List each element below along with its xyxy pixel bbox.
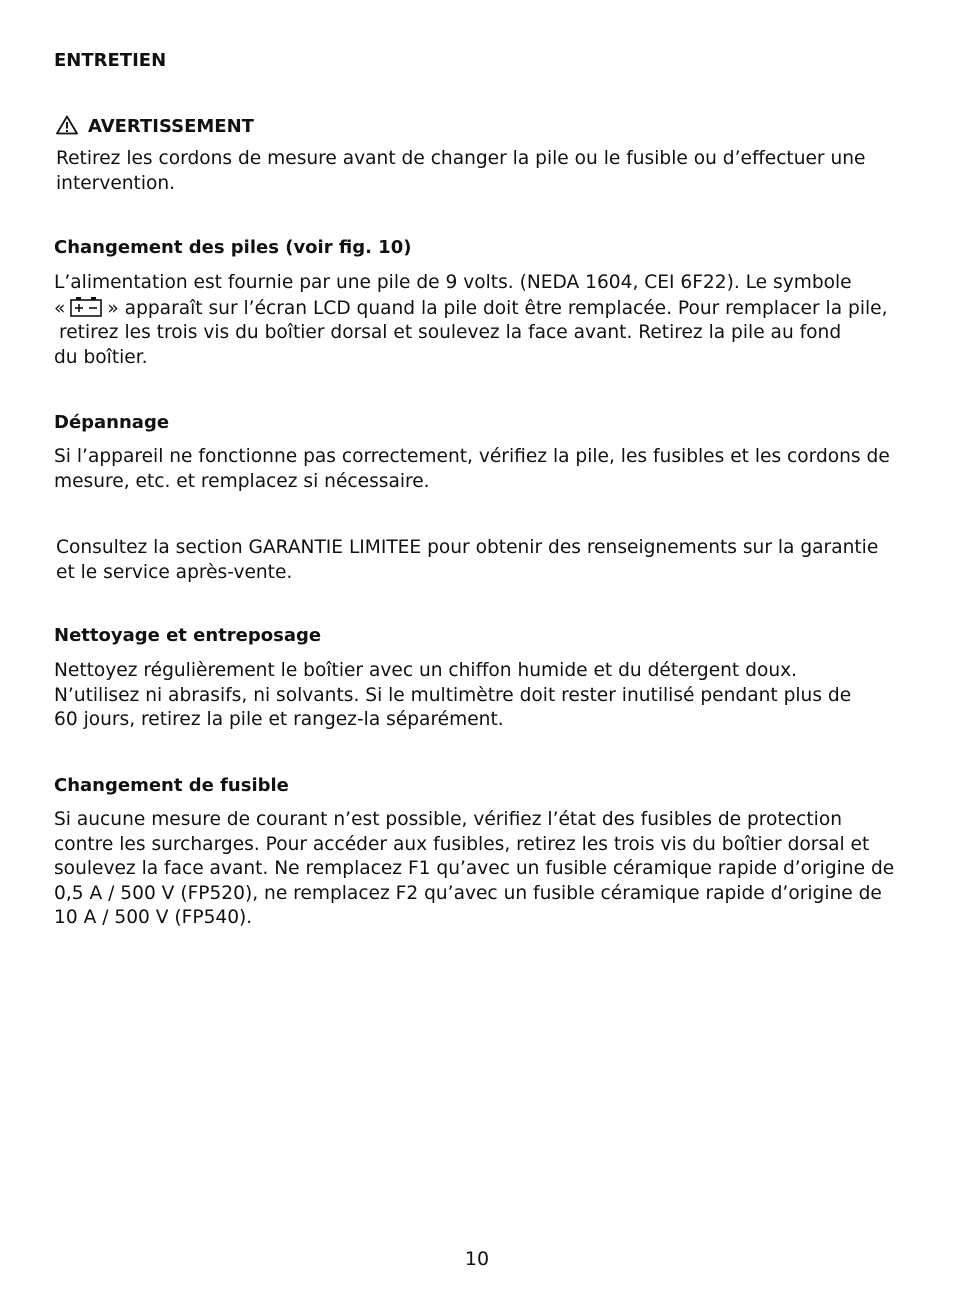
troubleshooting-heading: Dépannage bbox=[54, 412, 170, 433]
battery-line-2-rest: » apparaît sur l’écran LCD quand la pile doit être remplacée. Pour remplacer la pile, bbox=[107, 297, 888, 319]
page-number: 10 bbox=[464, 1248, 490, 1270]
troubleshooting-text bbox=[54, 445, 890, 494]
page-title: ENTRETIEN bbox=[54, 50, 167, 71]
fuse-line: 0,5 A / 500 V (FP520), ne remplacez F2 qu’avec un fusible céramique rapide d’origine de bbox=[54, 882, 882, 904]
warranty-text bbox=[56, 536, 878, 585]
cleaning-line: Nettoyez régulièrement le boîtier avec un chiffon humide et du détergent doux. bbox=[54, 660, 798, 681]
cleaning-text bbox=[54, 659, 851, 733]
fuse-line: contre les surcharges. Pour accéder aux fusibles, retirez les trois vis du boîtier dorsal et bbox=[54, 833, 870, 855]
fuse-line: soulevez la face avant. Ne remplacez F1 qu’avec un fusible céramique rapide d’origine de bbox=[54, 858, 895, 880]
battery-line-3: retirez les trois vis du boîtier dorsal et soulevez la face avant. Retirez la pile au fond bbox=[59, 322, 842, 344]
battery-line-2 bbox=[54, 296, 888, 322]
battery-text bbox=[54, 271, 888, 370]
troubleshooting-line: mesure, etc. et remplacez si nécessaire. bbox=[54, 470, 430, 492]
warning-line: Retirez les cordons de mesure avant de changer la pile ou le fusible ou d’effectuer une bbox=[56, 148, 866, 169]
warning-heading bbox=[56, 115, 254, 139]
fuse-heading: Changement de fusible bbox=[54, 775, 289, 796]
warning-text bbox=[56, 147, 866, 196]
warranty-line: et le service après-vente. bbox=[56, 561, 293, 583]
quote-open: « bbox=[54, 297, 66, 319]
warning-title: AVERTISSEMENT bbox=[88, 116, 254, 137]
battery-heading: Changement des piles (voir fig. 10) bbox=[54, 237, 412, 258]
fuse-line: Si aucune mesure de courant n’est possible, vérifiez l’état des fusibles de protection bbox=[54, 809, 842, 830]
cleaning-line: 60 jours, retirez la pile et rangez-la séparément. bbox=[54, 709, 504, 731]
cleaning-heading: Nettoyage et entreposage bbox=[54, 625, 322, 646]
battery-line-1: L’alimentation est fournie par une pile de 9 volts. (NEDA 1604, CEI 6F22). Le symbole bbox=[54, 272, 852, 293]
warning-triangle-icon bbox=[56, 115, 78, 135]
fuse-line: 10 A / 500 V (FP540). bbox=[54, 907, 253, 929]
warranty-line: Consultez la section GARANTIE LIMITEE pour obtenir des renseignements sur la garantie bbox=[56, 537, 879, 558]
fuse-text bbox=[54, 808, 894, 931]
warning-line: intervention. bbox=[56, 172, 176, 194]
cleaning-line: N’utilisez ni abrasifs, ni solvants. Si le multimètre doit rester inutilisé pendant plus de bbox=[54, 684, 852, 706]
battery-line-4: du boîtier. bbox=[54, 346, 148, 368]
battery-icon bbox=[69, 296, 103, 318]
troubleshooting-line: Si l’appareil ne fonctionne pas correctement, vérifiez la pile, les fusibles et les cordons de bbox=[54, 446, 890, 467]
